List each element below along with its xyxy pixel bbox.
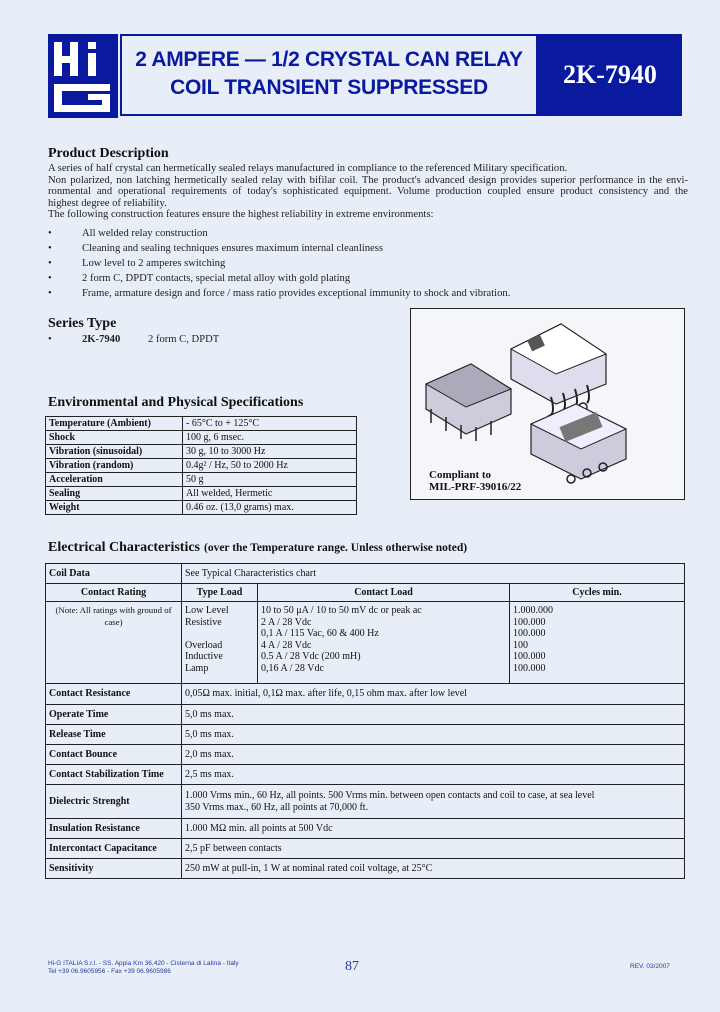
series-type-heading: Series Type bbox=[48, 316, 117, 331]
table-row bbox=[46, 785, 685, 819]
text-electrical-loads-2-load: 0,1 A / 115 Vac, 60 & 400 Hz bbox=[261, 628, 379, 639]
table-row bbox=[46, 473, 357, 487]
table-cell bbox=[182, 785, 685, 819]
compliance-caption bbox=[429, 469, 521, 493]
text-electrical-loads-0-cycles: 1.000.000 bbox=[513, 605, 553, 616]
table-row bbox=[46, 725, 685, 745]
table-row bbox=[46, 684, 685, 705]
table-row bbox=[46, 487, 357, 501]
table-cell: - 65°C to + 125°C bbox=[183, 417, 357, 431]
text-electrical-loads-0-type: Low Level bbox=[185, 605, 229, 616]
text-product-features-0: All welded relay construction bbox=[82, 228, 208, 239]
table-row bbox=[46, 859, 685, 879]
table-cell: Contact Rating bbox=[46, 584, 182, 602]
table-cell: Dielectric Strenght bbox=[46, 785, 182, 819]
text-electrical-loads-1-type: Resistive bbox=[185, 616, 222, 628]
text-product-features-1: Cleaning and sealing techniques ensures maximum internal cleanliness bbox=[82, 243, 383, 254]
text-electrical-dielectric_line2: 350 Vrms max., 60 Hz, all points at 70,000 ft. bbox=[185, 801, 369, 813]
desc-line: Non polarized, non latching hermetically sealed relay with bifilar coil. The product's advanced design provides superior performance in the envi- bbox=[48, 174, 688, 186]
text-electrical-loads-5-cycles: 100.000 bbox=[513, 662, 546, 674]
table-cell: 250 mW at pull-in, 1 W at nominal rated coil voltage, at 25°C bbox=[182, 859, 685, 879]
table-cell: Acceleration bbox=[46, 473, 183, 487]
series-code: 2K-7940 bbox=[82, 334, 121, 345]
table-row bbox=[46, 431, 357, 445]
caption-line: MIL-PRF-39016/22 bbox=[429, 481, 522, 493]
table-cell: 2,0 ms max. bbox=[182, 745, 685, 765]
table-cell: Insulation Resistance bbox=[46, 819, 182, 839]
text-electrical-loads-3-load: 4 A / 28 Vdc bbox=[261, 639, 312, 651]
text-electrical-loads-3-cycles: 100 bbox=[513, 639, 528, 651]
table-cell: Vibration (random) bbox=[46, 459, 183, 473]
table-cell: Vibration (sinusoidal) bbox=[46, 445, 183, 459]
table-cell: 2,5 pF between contacts bbox=[182, 839, 685, 859]
rating-note bbox=[46, 602, 182, 684]
table-cell: 0.46 oz. (13,0 grams) max. bbox=[183, 501, 357, 515]
table-cell: 2,5 ms max. bbox=[182, 765, 685, 785]
table-cell: All welded, Hermetic bbox=[183, 487, 357, 501]
revision: REV. 03/2007 bbox=[630, 963, 670, 970]
text-electrical-loads-1-load: 2 A / 28 Vdc bbox=[261, 616, 312, 628]
table-row bbox=[46, 602, 685, 684]
table-row bbox=[46, 819, 685, 839]
desc-line: A series of half crystal can hermetically sealed relays manufactured in compliance to the referenced Military specification. bbox=[48, 163, 568, 174]
text-product-features-3: 2 form C, DPDT contacts, special metal alloy with gold plating bbox=[82, 273, 351, 284]
text-electrical-loads-4-load: 0.5 A / 28 Vdc (200 mH) bbox=[261, 651, 361, 662]
series-description: 2 form C, DPDT bbox=[148, 334, 220, 345]
environmental-table bbox=[45, 416, 357, 515]
table-row bbox=[46, 765, 685, 785]
environmental-heading: Environmental and Physical Specifications bbox=[48, 395, 304, 410]
table-cell: Type Load bbox=[182, 584, 258, 602]
text-electrical-loads-2-cycles: 100.000 bbox=[513, 628, 546, 639]
table-row bbox=[46, 417, 357, 431]
table-row bbox=[46, 839, 685, 859]
text-electrical-loads-5-type: Lamp bbox=[185, 662, 209, 674]
footer-company bbox=[48, 960, 239, 976]
electrical-heading-note: (over the Temperature range. Unless otherwise noted) bbox=[204, 542, 468, 554]
table-cell: 1.000 MΩ min. all points at 500 Vdc bbox=[182, 819, 685, 839]
title-line-1: 2 AMPERE — 1/2 CRYSTAL CAN RELAY bbox=[135, 48, 523, 71]
text-electrical-dielectric_line1: 1.000 Vrms min., 60 Hz, all points. 500 Vrms min. between open contacts and coil to case, at sea level bbox=[185, 790, 595, 801]
table-cell: Contact Resistance bbox=[46, 684, 182, 705]
table-cell: Shock bbox=[46, 431, 183, 445]
table-cell: Release Time bbox=[46, 725, 182, 745]
text-electrical-loads-2-type bbox=[185, 628, 254, 640]
table-row bbox=[46, 564, 685, 584]
caption-line: Compliant to bbox=[429, 469, 492, 481]
table-cell: Operate Time bbox=[46, 705, 182, 725]
text-electrical-loads-4-cycles: 100.000 bbox=[513, 651, 546, 662]
relay-photo-3 bbox=[531, 404, 626, 483]
text-electrical-loads-3-type: Overload bbox=[185, 639, 223, 651]
text-electrical-rating_note: (Note: All ratings with ground of case) bbox=[55, 605, 172, 627]
contact-load-cell bbox=[258, 602, 510, 684]
hi-g-logo bbox=[48, 34, 118, 118]
cycles-cell bbox=[510, 602, 685, 684]
table-header-row bbox=[46, 584, 685, 602]
table-row bbox=[46, 501, 357, 515]
type-load-cell bbox=[182, 602, 258, 684]
table-row bbox=[46, 745, 685, 765]
text-electrical-loads-4-type: Inductive bbox=[185, 651, 223, 662]
table-cell: 5,0 ms max. bbox=[182, 705, 685, 725]
part-number: 2K-7940 bbox=[538, 34, 682, 116]
table-cell: 0.4g² / Hz, 50 to 2000 Hz bbox=[183, 459, 357, 473]
relay-photo-2 bbox=[426, 364, 511, 441]
table-cell: Contact Bounce bbox=[46, 745, 182, 765]
table-cell: Intercontact Capacitance bbox=[46, 839, 182, 859]
table-cell: Sealing bbox=[46, 487, 183, 501]
table-cell: 0,05Ω max. initial, 0,1Ω max. after life, 0,15 ohm max. after low level bbox=[182, 684, 685, 705]
table-cell: 5,0 ms max. bbox=[182, 725, 685, 745]
product-description-heading: Product Description bbox=[48, 146, 169, 161]
table-cell: 100 g, 6 msec. bbox=[183, 431, 357, 445]
electrical-heading bbox=[48, 538, 467, 556]
table-cell: Sensitivity bbox=[46, 859, 182, 879]
table-cell: See Typical Characteristics chart bbox=[182, 564, 685, 584]
table-cell: Temperature (Ambient) bbox=[46, 417, 183, 431]
title-box bbox=[120, 34, 538, 116]
electrical-heading-title: Electrical Characteristics bbox=[48, 540, 200, 555]
text-product-features-4: Frame, armature design and force / mass ratio provides exceptional immunity to shock and vibration. bbox=[82, 288, 511, 299]
text-product-features-2: Low level to 2 amperes switching bbox=[82, 258, 226, 269]
relay-photo-1 bbox=[511, 324, 606, 423]
relay-image bbox=[410, 308, 685, 500]
table-cell: 50 g bbox=[183, 473, 357, 487]
table-row bbox=[46, 445, 357, 459]
footer-line: Hi-G ITALIA S.r.l. - SS. Appia Km 36,420 - Cisterna di Latina - Italy bbox=[48, 960, 239, 967]
table-cell: Weight bbox=[46, 501, 183, 515]
product-description-text bbox=[48, 163, 688, 221]
table-cell: Contact Stabilization Time bbox=[46, 765, 182, 785]
text-electrical-loads-5-load: 0,16 A / 28 Vdc bbox=[261, 662, 324, 674]
table-cell: Cycles min. bbox=[510, 584, 685, 602]
table-cell: Contact Load bbox=[258, 584, 510, 602]
desc-line: The following construction features ensure the highest reliability in extreme environments: bbox=[48, 209, 434, 221]
table-cell: Coil Data bbox=[46, 564, 182, 584]
text-electrical-loads-0-load: 10 to 50 μA / 10 to 50 mV dc or peak ac bbox=[261, 605, 422, 616]
page-number: 87 bbox=[345, 959, 359, 974]
table-row bbox=[46, 705, 685, 725]
desc-line: ronmental and operational requirements of today's sophisticated equipment. Volume production coupled ensure product consistency and the bbox=[48, 186, 688, 198]
table-row bbox=[46, 459, 357, 473]
table-cell: 30 g, 10 to 3000 Hz bbox=[183, 445, 357, 459]
text-electrical-loads-1-cycles: 100.000 bbox=[513, 616, 546, 628]
title-line-2: COIL TRANSIENT SUPPRESSED bbox=[170, 76, 488, 99]
footer-line: Tel +39 06.9605956 - Fax +39 06.9605986 bbox=[48, 968, 171, 975]
electrical-table bbox=[45, 563, 685, 879]
desc-line: highest degree of reliability. bbox=[48, 197, 167, 209]
